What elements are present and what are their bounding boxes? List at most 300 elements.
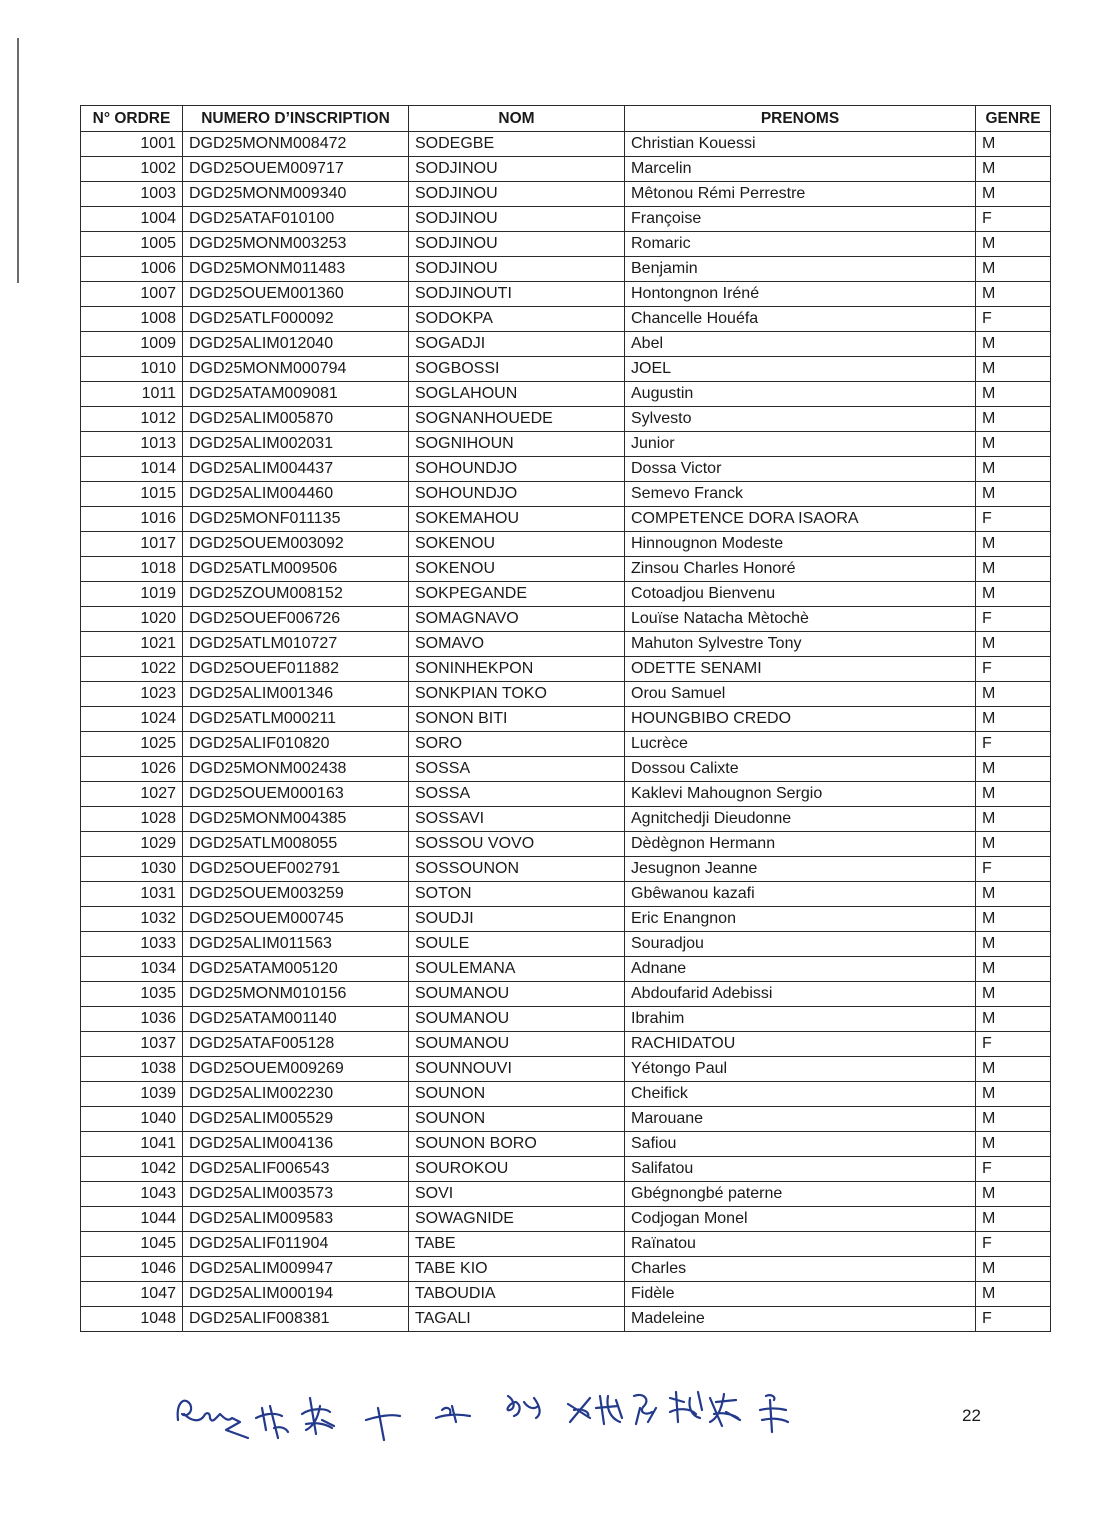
cell-prenoms: Charles — [625, 1257, 976, 1282]
cell-prenoms: Salifatou — [625, 1157, 976, 1182]
cell-inscription: DGD25MONM011483 — [183, 257, 409, 282]
header-prenoms: PRENOMS — [625, 106, 976, 132]
cell-genre: M — [976, 532, 1051, 557]
cell-ordre: 1038 — [81, 1057, 183, 1082]
table-row — [81, 807, 1051, 832]
cell-genre: F — [976, 507, 1051, 532]
table-row — [81, 307, 1051, 332]
cell-prenoms: Ibrahim — [625, 1007, 976, 1032]
cell-genre: M — [976, 157, 1051, 182]
cell-prenoms: Orou Samuel — [625, 682, 976, 707]
table-row — [81, 657, 1051, 682]
cell-genre: F — [976, 732, 1051, 757]
cell-ordre: 1015 — [81, 482, 183, 507]
table-row — [81, 1182, 1051, 1207]
cell-inscription: DGD25ALIF011904 — [183, 1232, 409, 1257]
cell-inscription: DGD25OUEF011882 — [183, 657, 409, 682]
cell-genre: M — [976, 882, 1051, 907]
cell-nom: SOUMANOU — [409, 982, 625, 1007]
cell-nom: SOUNNOUVI — [409, 1057, 625, 1082]
table-row — [81, 732, 1051, 757]
cell-prenoms: Zinsou Charles Honoré — [625, 557, 976, 582]
cell-prenoms: Yétongo Paul — [625, 1057, 976, 1082]
cell-inscription: DGD25MONM009340 — [183, 182, 409, 207]
cell-inscription: DGD25ALIF010820 — [183, 732, 409, 757]
cell-nom: SODJINOU — [409, 207, 625, 232]
cell-genre: M — [976, 282, 1051, 307]
cell-ordre: 1048 — [81, 1307, 183, 1332]
cell-ordre: 1001 — [81, 132, 183, 157]
cell-inscription: DGD25OUEM003259 — [183, 882, 409, 907]
table-row — [81, 1057, 1051, 1082]
table-row — [81, 982, 1051, 1007]
cell-nom: SOVI — [409, 1182, 625, 1207]
cell-nom: SORO — [409, 732, 625, 757]
table-row — [81, 907, 1051, 932]
cell-ordre: 1033 — [81, 932, 183, 957]
cell-genre: M — [976, 132, 1051, 157]
cell-prenoms: Mêtonou Rémi Perrestre — [625, 182, 976, 207]
cell-ordre: 1009 — [81, 332, 183, 357]
header-ordre: N° ORDRE — [81, 106, 183, 132]
cell-prenoms: Abel — [625, 332, 976, 357]
cell-genre: M — [976, 482, 1051, 507]
cell-genre: M — [976, 1082, 1051, 1107]
cell-ordre: 1011 — [81, 382, 183, 407]
cell-nom: SONINHEKPON — [409, 657, 625, 682]
cell-prenoms: Benjamin — [625, 257, 976, 282]
cell-prenoms: Marcelin — [625, 157, 976, 182]
cell-inscription: DGD25ATAM005120 — [183, 957, 409, 982]
cell-ordre: 1045 — [81, 1232, 183, 1257]
cell-nom: SOKENOU — [409, 557, 625, 582]
cell-ordre: 1036 — [81, 1007, 183, 1032]
cell-inscription: DGD25ALIM011563 — [183, 932, 409, 957]
table-row — [81, 282, 1051, 307]
table-row — [81, 182, 1051, 207]
cell-prenoms: COMPETENCE DORA ISAORA — [625, 507, 976, 532]
cell-inscription: DGD25ALIM009947 — [183, 1257, 409, 1282]
table-row — [81, 1107, 1051, 1132]
cell-ordre: 1041 — [81, 1132, 183, 1157]
cell-ordre: 1014 — [81, 457, 183, 482]
cell-genre: M — [976, 432, 1051, 457]
cell-prenoms: Souradjou — [625, 932, 976, 957]
cell-inscription: DGD25OUEF006726 — [183, 607, 409, 632]
cell-inscription: DGD25ALIM000194 — [183, 1282, 409, 1307]
cell-inscription: DGD25MONM003253 — [183, 232, 409, 257]
cell-prenoms: Kaklevi Mahougnon Sergio — [625, 782, 976, 807]
cell-genre: M — [976, 1207, 1051, 1232]
cell-genre: M — [976, 932, 1051, 957]
cell-inscription: DGD25ATAM001140 — [183, 1007, 409, 1032]
table-row — [81, 1132, 1051, 1157]
cell-genre: M — [976, 357, 1051, 382]
cell-prenoms: Augustin — [625, 382, 976, 407]
cell-nom: SODJINOU — [409, 157, 625, 182]
cell-inscription: DGD25ALIM002031 — [183, 432, 409, 457]
cell-genre: M — [976, 757, 1051, 782]
header-inscription: NUMERO D’INSCRIPTION — [183, 106, 409, 132]
cell-genre: F — [976, 1232, 1051, 1257]
cell-ordre: 1006 — [81, 257, 183, 282]
table-row — [81, 832, 1051, 857]
cell-inscription: DGD25MONM000794 — [183, 357, 409, 382]
cell-ordre: 1003 — [81, 182, 183, 207]
cell-ordre: 1010 — [81, 357, 183, 382]
table-row — [81, 1232, 1051, 1257]
table-row — [81, 357, 1051, 382]
table-row — [81, 432, 1051, 457]
cell-nom: SODJINOU — [409, 232, 625, 257]
cell-nom: SOGADJI — [409, 332, 625, 357]
cell-ordre: 1040 — [81, 1107, 183, 1132]
cell-prenoms: Mahuton Sylvestre Tony — [625, 632, 976, 657]
cell-ordre: 1005 — [81, 232, 183, 257]
cell-inscription: DGD25ALIM004437 — [183, 457, 409, 482]
cell-prenoms: Louïse Natacha Mètochè — [625, 607, 976, 632]
header-genre: GENRE — [976, 106, 1051, 132]
cell-inscription: DGD25ATLF000092 — [183, 307, 409, 332]
cell-inscription: DGD25ATAM009081 — [183, 382, 409, 407]
cell-genre: F — [976, 607, 1051, 632]
cell-nom: SOSSOUNON — [409, 857, 625, 882]
table-row — [81, 382, 1051, 407]
cell-ordre: 1031 — [81, 882, 183, 907]
cell-prenoms: Agnitchedji Dieudonne — [625, 807, 976, 832]
cell-nom: SOUDJI — [409, 907, 625, 932]
cell-genre: F — [976, 657, 1051, 682]
cell-inscription: DGD25ATLM000211 — [183, 707, 409, 732]
cell-genre: M — [976, 682, 1051, 707]
cell-inscription: DGD25ALIM001346 — [183, 682, 409, 707]
table-row — [81, 932, 1051, 957]
cell-nom: SOGNANHOUEDE — [409, 407, 625, 432]
table-row — [81, 857, 1051, 882]
cell-genre: M — [976, 1132, 1051, 1157]
cell-nom: SOSSAVI — [409, 807, 625, 832]
cell-ordre: 1020 — [81, 607, 183, 632]
cell-inscription: DGD25OUEM003092 — [183, 532, 409, 557]
cell-prenoms: Madeleine — [625, 1307, 976, 1332]
cell-ordre: 1037 — [81, 1032, 183, 1057]
cell-nom: SOSSA — [409, 782, 625, 807]
cell-inscription: DGD25ALIM005529 — [183, 1107, 409, 1132]
cell-prenoms: Françoise — [625, 207, 976, 232]
table-row — [81, 157, 1051, 182]
cell-inscription: DGD25ZOUM008152 — [183, 582, 409, 607]
cell-ordre: 1022 — [81, 657, 183, 682]
cell-prenoms: Romaric — [625, 232, 976, 257]
cell-genre: M — [976, 907, 1051, 932]
table-row — [81, 1032, 1051, 1057]
cell-nom: SOGBOSSI — [409, 357, 625, 382]
cell-genre: M — [976, 582, 1051, 607]
cell-prenoms: Safiou — [625, 1132, 976, 1157]
cell-nom: SOWAGNIDE — [409, 1207, 625, 1232]
table-row — [81, 1157, 1051, 1182]
cell-prenoms: Junior — [625, 432, 976, 457]
table-row — [81, 557, 1051, 582]
cell-genre: M — [976, 1257, 1051, 1282]
cell-inscription: DGD25OUEM009269 — [183, 1057, 409, 1082]
table-header-row — [81, 106, 1051, 132]
cell-ordre: 1023 — [81, 682, 183, 707]
cell-nom: SOKENOU — [409, 532, 625, 557]
cell-ordre: 1042 — [81, 1157, 183, 1182]
cell-genre: M — [976, 1107, 1051, 1132]
table-row — [81, 682, 1051, 707]
cell-inscription: DGD25ATAF005128 — [183, 1032, 409, 1057]
cell-nom: SOSSA — [409, 757, 625, 782]
table-row — [81, 1257, 1051, 1282]
cell-inscription: DGD25ALIM003573 — [183, 1182, 409, 1207]
cell-nom: SOUROKOU — [409, 1157, 625, 1182]
cell-inscription: DGD25OUEM000163 — [183, 782, 409, 807]
cell-ordre: 1004 — [81, 207, 183, 232]
cell-inscription: DGD25MONM004385 — [183, 807, 409, 832]
cell-inscription: DGD25ALIM005870 — [183, 407, 409, 432]
cell-nom: SOUNON — [409, 1107, 625, 1132]
cell-genre: M — [976, 332, 1051, 357]
cell-inscription: DGD25ALIM012040 — [183, 332, 409, 357]
table-row — [81, 1282, 1051, 1307]
cell-prenoms: Sylvesto — [625, 407, 976, 432]
table-row — [81, 132, 1051, 157]
cell-prenoms: Adnane — [625, 957, 976, 982]
cell-nom: SOULE — [409, 932, 625, 957]
cell-nom: SOUNON BORO — [409, 1132, 625, 1157]
cell-inscription: DGD25MONF011135 — [183, 507, 409, 532]
cell-nom: SOMAGNAVO — [409, 607, 625, 632]
cell-ordre: 1039 — [81, 1082, 183, 1107]
table-row — [81, 1307, 1051, 1332]
cell-ordre: 1013 — [81, 432, 183, 457]
cell-prenoms: Marouane — [625, 1107, 976, 1132]
cell-nom: TABE — [409, 1232, 625, 1257]
cell-nom: SOUNON — [409, 1082, 625, 1107]
table-row — [81, 482, 1051, 507]
cell-genre: M — [976, 457, 1051, 482]
cell-prenoms: ODETTE SENAMI — [625, 657, 976, 682]
cell-ordre: 1025 — [81, 732, 183, 757]
cell-inscription: DGD25MONM010156 — [183, 982, 409, 1007]
cell-nom: SOGLAHOUN — [409, 382, 625, 407]
cell-genre: F — [976, 207, 1051, 232]
cell-genre: M — [976, 982, 1051, 1007]
cell-inscription: DGD25OUEM009717 — [183, 157, 409, 182]
cell-prenoms: Eric Enangnon — [625, 907, 976, 932]
cell-genre: M — [976, 1182, 1051, 1207]
cell-nom: SOULEMANA — [409, 957, 625, 982]
header-nom: NOM — [409, 106, 625, 132]
cell-nom: SOKPEGANDE — [409, 582, 625, 607]
cell-nom: SOTON — [409, 882, 625, 907]
table-row — [81, 1082, 1051, 1107]
cell-ordre: 1026 — [81, 757, 183, 782]
cell-genre: M — [976, 957, 1051, 982]
table-row — [81, 632, 1051, 657]
cell-nom: SOGNIHOUN — [409, 432, 625, 457]
table-row — [81, 457, 1051, 482]
handwritten-signatures — [170, 1378, 820, 1453]
cell-ordre: 1030 — [81, 857, 183, 882]
cell-genre: M — [976, 382, 1051, 407]
cell-genre: F — [976, 307, 1051, 332]
cell-ordre: 1043 — [81, 1182, 183, 1207]
cell-ordre: 1007 — [81, 282, 183, 307]
cell-nom: SOHOUNDJO — [409, 457, 625, 482]
cell-genre: F — [976, 1032, 1051, 1057]
cell-inscription: DGD25ALIM009583 — [183, 1207, 409, 1232]
cell-ordre: 1028 — [81, 807, 183, 832]
table-row — [81, 232, 1051, 257]
cell-inscription: DGD25OUEM000745 — [183, 907, 409, 932]
cell-prenoms: Lucrèce — [625, 732, 976, 757]
cell-ordre: 1024 — [81, 707, 183, 732]
cell-ordre: 1032 — [81, 907, 183, 932]
cell-genre: F — [976, 1307, 1051, 1332]
cell-ordre: 1027 — [81, 782, 183, 807]
cell-genre: M — [976, 257, 1051, 282]
cell-genre: M — [976, 807, 1051, 832]
cell-nom: SODJINOUTI — [409, 282, 625, 307]
cell-genre: M — [976, 557, 1051, 582]
cell-genre: M — [976, 1007, 1051, 1032]
table-row — [81, 882, 1051, 907]
cell-genre: M — [976, 232, 1051, 257]
cell-ordre: 1021 — [81, 632, 183, 657]
cell-genre: M — [976, 707, 1051, 732]
cell-prenoms: Cotoadjou Bienvenu — [625, 582, 976, 607]
cell-inscription: DGD25ALIM002230 — [183, 1082, 409, 1107]
cell-inscription: DGD25OUEF002791 — [183, 857, 409, 882]
cell-nom: SODOKPA — [409, 307, 625, 332]
cell-ordre: 1012 — [81, 407, 183, 432]
cell-genre: M — [976, 182, 1051, 207]
table-body — [81, 132, 1051, 1332]
cell-genre: F — [976, 857, 1051, 882]
cell-inscription: DGD25ATLM008055 — [183, 832, 409, 857]
cell-nom: SODJINOU — [409, 257, 625, 282]
table-row — [81, 257, 1051, 282]
table-row — [81, 407, 1051, 432]
cell-prenoms: Dèdègnon Hermann — [625, 832, 976, 857]
cell-inscription: DGD25ALIF008381 — [183, 1307, 409, 1332]
cell-ordre: 1029 — [81, 832, 183, 857]
cell-prenoms: RACHIDATOU — [625, 1032, 976, 1057]
cell-inscription: DGD25ATLM010727 — [183, 632, 409, 657]
cell-ordre: 1002 — [81, 157, 183, 182]
cell-ordre: 1019 — [81, 582, 183, 607]
table-row — [81, 707, 1051, 732]
cell-prenoms: Semevo Franck — [625, 482, 976, 507]
table-row — [81, 1007, 1051, 1032]
table-row — [81, 207, 1051, 232]
candidate-table — [80, 105, 1051, 1332]
cell-genre: M — [976, 1057, 1051, 1082]
cell-ordre: 1035 — [81, 982, 183, 1007]
cell-ordre: 1017 — [81, 532, 183, 557]
table-row — [81, 782, 1051, 807]
cell-nom: SOUMANOU — [409, 1032, 625, 1057]
cell-ordre: 1034 — [81, 957, 183, 982]
cell-ordre: 1046 — [81, 1257, 183, 1282]
cell-prenoms: Chancelle Houéfa — [625, 307, 976, 332]
cell-nom: TABOUDIA — [409, 1282, 625, 1307]
cell-prenoms: Abdoufarid Adebissi — [625, 982, 976, 1007]
cell-prenoms: Christian Kouessi — [625, 132, 976, 157]
cell-nom: SONKPIAN TOKO — [409, 682, 625, 707]
cell-prenoms: JOEL — [625, 357, 976, 382]
table-row — [81, 1207, 1051, 1232]
cell-genre: F — [976, 1157, 1051, 1182]
table-row — [81, 607, 1051, 632]
cell-genre: M — [976, 832, 1051, 857]
cell-inscription: DGD25MONM002438 — [183, 757, 409, 782]
cell-prenoms: Dossou Calixte — [625, 757, 976, 782]
page-number: 22 — [962, 1406, 981, 1425]
cell-inscription: DGD25MONM008472 — [183, 132, 409, 157]
cell-ordre: 1047 — [81, 1282, 183, 1307]
cell-prenoms: Cheifick — [625, 1082, 976, 1107]
table-row — [81, 957, 1051, 982]
cell-prenoms: Jesugnon Jeanne — [625, 857, 976, 882]
cell-inscription: DGD25ATLM009506 — [183, 557, 409, 582]
cell-prenoms: HOUNGBIBO CREDO — [625, 707, 976, 732]
cell-inscription: DGD25ALIF006543 — [183, 1157, 409, 1182]
cell-ordre: 1016 — [81, 507, 183, 532]
table-row — [81, 507, 1051, 532]
cell-inscription: DGD25ALIM004136 — [183, 1132, 409, 1157]
cell-prenoms: Dossa Victor — [625, 457, 976, 482]
cell-prenoms: Hinnougnon Modeste — [625, 532, 976, 557]
margin-line — [17, 38, 19, 283]
cell-inscription: DGD25ALIM004460 — [183, 482, 409, 507]
cell-ordre: 1018 — [81, 557, 183, 582]
cell-prenoms: Gbêwanou kazafi — [625, 882, 976, 907]
cell-nom: SOSSOU VOVO — [409, 832, 625, 857]
cell-nom: SOKEMAHOU — [409, 507, 625, 532]
cell-genre: M — [976, 782, 1051, 807]
table-row — [81, 332, 1051, 357]
cell-prenoms: Hontongnon Iréné — [625, 282, 976, 307]
table-row — [81, 532, 1051, 557]
cell-nom: SONON BITI — [409, 707, 625, 732]
cell-ordre: 1008 — [81, 307, 183, 332]
cell-genre: M — [976, 407, 1051, 432]
cell-genre: M — [976, 1282, 1051, 1307]
cell-nom: SOHOUNDJO — [409, 482, 625, 507]
candidate-table-container — [80, 105, 1050, 1332]
cell-nom: SOMAVO — [409, 632, 625, 657]
cell-nom: TABE KIO — [409, 1257, 625, 1282]
cell-nom: SODJINOU — [409, 182, 625, 207]
cell-prenoms: Codjogan Monel — [625, 1207, 976, 1232]
table-row — [81, 757, 1051, 782]
cell-inscription: DGD25ATAF010100 — [183, 207, 409, 232]
cell-prenoms: Raïnatou — [625, 1232, 976, 1257]
cell-inscription: DGD25OUEM001360 — [183, 282, 409, 307]
table-row — [81, 582, 1051, 607]
cell-nom: SODEGBE — [409, 132, 625, 157]
cell-nom: SOUMANOU — [409, 1007, 625, 1032]
cell-nom: TAGALI — [409, 1307, 625, 1332]
cell-prenoms: Fidèle — [625, 1282, 976, 1307]
cell-genre: M — [976, 632, 1051, 657]
cell-prenoms: Gbégnongbé paterne — [625, 1182, 976, 1207]
cell-ordre: 1044 — [81, 1207, 183, 1232]
